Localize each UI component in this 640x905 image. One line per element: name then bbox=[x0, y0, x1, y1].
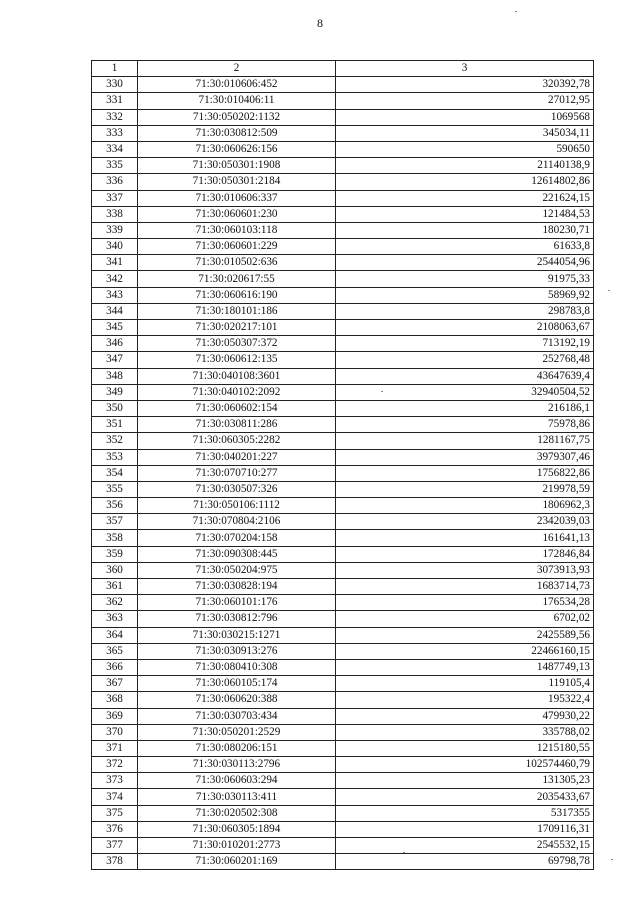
table-row bbox=[92, 433, 594, 449]
cadastral-value-cell: 219978,59 bbox=[336, 481, 594, 497]
table-body bbox=[92, 77, 594, 870]
cadastral-value-cell: 32940504,52 bbox=[336, 384, 594, 400]
table-row bbox=[92, 465, 594, 481]
row-number-cell: 331 bbox=[92, 93, 138, 109]
table-row bbox=[92, 546, 594, 562]
table-row bbox=[92, 854, 594, 870]
cadastral-value-cell: 131305,23 bbox=[336, 773, 594, 789]
cadastral-number-cell: 71:30:060103:118 bbox=[138, 222, 336, 238]
scan-speck bbox=[608, 290, 610, 291]
cadastral-number-cell: 71:30:030215:1271 bbox=[138, 627, 336, 643]
row-number-cell: 353 bbox=[92, 449, 138, 465]
scan-speck bbox=[611, 859, 613, 860]
table-row bbox=[92, 498, 594, 514]
row-number-cell: 367 bbox=[92, 676, 138, 692]
cadastral-value-cell: 320392,78 bbox=[336, 77, 594, 93]
cadastral-value-cell: 69798,78 bbox=[336, 854, 594, 870]
cadastral-number-cell: 71:30:060305:1894 bbox=[138, 821, 336, 837]
scan-speck bbox=[403, 852, 405, 853]
cadastral-value-cell: 172846,84 bbox=[336, 546, 594, 562]
row-number-cell: 369 bbox=[92, 708, 138, 724]
table-row bbox=[92, 174, 594, 190]
table-row bbox=[92, 805, 594, 821]
table-row bbox=[92, 222, 594, 238]
table-row bbox=[92, 692, 594, 708]
cadastral-value-cell: 216186,1 bbox=[336, 400, 594, 416]
table-row bbox=[92, 352, 594, 368]
table-row bbox=[92, 627, 594, 643]
cadastral-value-cell: 91975,33 bbox=[336, 271, 594, 287]
row-number-cell: 347 bbox=[92, 352, 138, 368]
table-row bbox=[92, 93, 594, 109]
scan-speck bbox=[381, 391, 383, 392]
cadastral-number-cell: 71:30:070804:2106 bbox=[138, 514, 336, 530]
cadastral-number-cell: 71:30:030113:411 bbox=[138, 789, 336, 805]
row-number-cell: 341 bbox=[92, 255, 138, 271]
row-number-cell: 378 bbox=[92, 854, 138, 870]
cadastral-value-cell: 43647639,4 bbox=[336, 368, 594, 384]
cadastral-value-cell: 335788,02 bbox=[336, 724, 594, 740]
column-header-number: 1 bbox=[92, 61, 138, 77]
table-row bbox=[92, 271, 594, 287]
cadastral-number-cell: 71:30:050201:2529 bbox=[138, 724, 336, 740]
table-row bbox=[92, 239, 594, 255]
cadastral-value-cell: 2035433,67 bbox=[336, 789, 594, 805]
row-number-cell: 337 bbox=[92, 190, 138, 206]
scan-speck bbox=[515, 11, 517, 12]
table-row bbox=[92, 158, 594, 174]
table-row bbox=[92, 724, 594, 740]
cadastral-number-cell: 71:30:050301:2184 bbox=[138, 174, 336, 190]
cadastral-number-cell: 71:30:060305:2282 bbox=[138, 433, 336, 449]
row-number-cell: 332 bbox=[92, 109, 138, 125]
cadastral-number-cell: 71:30:060601:229 bbox=[138, 239, 336, 255]
cadastral-number-cell: 71:30:050204:975 bbox=[138, 562, 336, 578]
cadastral-number-cell: 71:30:060602:154 bbox=[138, 400, 336, 416]
cadastral-value-cell: 22466160,15 bbox=[336, 643, 594, 659]
cadastral-number-cell: 71:30:040201:227 bbox=[138, 449, 336, 465]
table-row bbox=[92, 773, 594, 789]
row-number-cell: 375 bbox=[92, 805, 138, 821]
table-row bbox=[92, 579, 594, 595]
cadastral-value-cell: 121484,53 bbox=[336, 206, 594, 222]
table-row bbox=[92, 757, 594, 773]
table-row bbox=[92, 611, 594, 627]
cadastral-number-cell: 71:30:010606:337 bbox=[138, 190, 336, 206]
cadastral-number-cell: 71:30:060601:230 bbox=[138, 206, 336, 222]
cadastral-number-cell: 71:30:030113:2796 bbox=[138, 757, 336, 773]
row-number-cell: 376 bbox=[92, 821, 138, 837]
cadastral-value-cell: 2425589,56 bbox=[336, 627, 594, 643]
table-row bbox=[92, 708, 594, 724]
cadastral-value-cell: 713192,19 bbox=[336, 336, 594, 352]
cadastral-value-cell: 161641,13 bbox=[336, 530, 594, 546]
cadastral-value-cell: 180230,71 bbox=[336, 222, 594, 238]
row-number-cell: 338 bbox=[92, 206, 138, 222]
cadastral-value-cell: 1281167,75 bbox=[336, 433, 594, 449]
row-number-cell: 346 bbox=[92, 336, 138, 352]
cadastral-number-cell: 71:30:060616:190 bbox=[138, 287, 336, 303]
row-number-cell: 363 bbox=[92, 611, 138, 627]
table-row bbox=[92, 449, 594, 465]
row-number-cell: 333 bbox=[92, 125, 138, 141]
cadastral-value-cell: 2108063,67 bbox=[336, 320, 594, 336]
page-number: 8 bbox=[317, 16, 323, 30]
cadastral-number-cell: 71:30:060101:176 bbox=[138, 595, 336, 611]
table-row bbox=[92, 838, 594, 854]
row-number-cell: 355 bbox=[92, 481, 138, 497]
row-number-cell: 350 bbox=[92, 400, 138, 416]
row-number-cell: 359 bbox=[92, 546, 138, 562]
cadastral-number-cell: 71:30:090308:445 bbox=[138, 546, 336, 562]
table-row bbox=[92, 514, 594, 530]
row-number-cell: 374 bbox=[92, 789, 138, 805]
cadastral-value-cell: 61633,8 bbox=[336, 239, 594, 255]
row-number-cell: 371 bbox=[92, 740, 138, 756]
cadastral-number-cell: 71:30:030913:276 bbox=[138, 643, 336, 659]
cadastral-value-cell: 1487749,13 bbox=[336, 659, 594, 675]
table-row bbox=[92, 303, 594, 319]
row-number-cell: 357 bbox=[92, 514, 138, 530]
cadastral-number-cell: 71:30:060105:174 bbox=[138, 676, 336, 692]
table-row bbox=[92, 400, 594, 416]
cadastral-value-cell: 5317355 bbox=[336, 805, 594, 821]
row-number-cell: 348 bbox=[92, 368, 138, 384]
row-number-cell: 364 bbox=[92, 627, 138, 643]
cadastral-number-cell: 71:30:010606:452 bbox=[138, 77, 336, 93]
cadastral-number-cell: 71:30:070710:277 bbox=[138, 465, 336, 481]
table-row bbox=[92, 740, 594, 756]
cadastral-value-cell: 1806962,3 bbox=[336, 498, 594, 514]
cadastral-number-cell: 71:30:060626:156 bbox=[138, 141, 336, 157]
cadastral-number-cell: 71:30:020617:55 bbox=[138, 271, 336, 287]
table-row bbox=[92, 595, 594, 611]
cadastral-value-cell: 195322,4 bbox=[336, 692, 594, 708]
cadastral-value-cell: 3979307,46 bbox=[336, 449, 594, 465]
column-header-value: 3 bbox=[336, 61, 594, 77]
row-number-cell: 362 bbox=[92, 595, 138, 611]
cadastral-number-cell: 71:30:030811:286 bbox=[138, 417, 336, 433]
table-row bbox=[92, 255, 594, 271]
row-number-cell: 344 bbox=[92, 303, 138, 319]
cadastral-value-cell: 27012,95 bbox=[336, 93, 594, 109]
row-number-cell: 361 bbox=[92, 579, 138, 595]
table-row bbox=[92, 190, 594, 206]
cadastral-value-cell: 75978,86 bbox=[336, 417, 594, 433]
table-row bbox=[92, 77, 594, 93]
cadastral-number-cell: 71:30:030507:326 bbox=[138, 481, 336, 497]
row-number-cell: 356 bbox=[92, 498, 138, 514]
row-number-cell: 349 bbox=[92, 384, 138, 400]
table-row bbox=[92, 125, 594, 141]
row-number-cell: 345 bbox=[92, 320, 138, 336]
cadastral-number-cell: 71:30:030812:796 bbox=[138, 611, 336, 627]
table-row bbox=[92, 417, 594, 433]
cadastral-value-cell: 21140138,9 bbox=[336, 158, 594, 174]
row-number-cell: 358 bbox=[92, 530, 138, 546]
table-row bbox=[92, 320, 594, 336]
cadastral-value-cell: 119105,4 bbox=[336, 676, 594, 692]
row-number-cell: 334 bbox=[92, 141, 138, 157]
cadastral-value-cell: 298783,8 bbox=[336, 303, 594, 319]
cadastral-value-cell: 2544054,96 bbox=[336, 255, 594, 271]
cadastral-number-cell: 71:30:060603:294 bbox=[138, 773, 336, 789]
cadastral-value-cell: 12614802,86 bbox=[336, 174, 594, 190]
table-row bbox=[92, 384, 594, 400]
cadastral-number-cell: 71:30:180101:186 bbox=[138, 303, 336, 319]
row-number-cell: 343 bbox=[92, 287, 138, 303]
cadastral-value-cell: 176534,28 bbox=[336, 595, 594, 611]
cadastral-value-cell: 221624,15 bbox=[336, 190, 594, 206]
cadastral-number-cell: 71:30:080410:308 bbox=[138, 659, 336, 675]
table-row bbox=[92, 789, 594, 805]
table-row bbox=[92, 287, 594, 303]
cadastral-value-cell: 2342039,03 bbox=[336, 514, 594, 530]
cadastral-number-cell: 71:30:030812:509 bbox=[138, 125, 336, 141]
row-number-cell: 372 bbox=[92, 757, 138, 773]
cadastral-value-cell: 345034,11 bbox=[336, 125, 594, 141]
row-number-cell: 339 bbox=[92, 222, 138, 238]
column-header-cadastral-number: 2 bbox=[138, 61, 336, 77]
cadastral-number-cell: 71:30:020217:101 bbox=[138, 320, 336, 336]
cadastral-number-cell: 71:30:060201:169 bbox=[138, 854, 336, 870]
cadastral-number-cell: 71:30:050202:1132 bbox=[138, 109, 336, 125]
cadastral-value-table bbox=[91, 60, 594, 870]
table-row bbox=[92, 141, 594, 157]
cadastral-number-cell: 71:30:080206:151 bbox=[138, 740, 336, 756]
cadastral-number-cell: 71:30:010406:11 bbox=[138, 93, 336, 109]
table-row bbox=[92, 109, 594, 125]
row-number-cell: 342 bbox=[92, 271, 138, 287]
cadastral-number-cell: 71:30:050301:1908 bbox=[138, 158, 336, 174]
row-number-cell: 336 bbox=[92, 174, 138, 190]
cadastral-value-cell: 1756822,86 bbox=[336, 465, 594, 481]
table-row bbox=[92, 659, 594, 675]
row-number-cell: 368 bbox=[92, 692, 138, 708]
cadastral-value-cell: 1683714,73 bbox=[336, 579, 594, 595]
cadastral-number-cell: 71:30:010201:2773 bbox=[138, 838, 336, 854]
row-number-cell: 366 bbox=[92, 659, 138, 675]
cadastral-number-cell: 71:30:070204:158 bbox=[138, 530, 336, 546]
table-row bbox=[92, 336, 594, 352]
cadastral-number-cell: 71:30:040102:2092 bbox=[138, 384, 336, 400]
row-number-cell: 377 bbox=[92, 838, 138, 854]
table-row bbox=[92, 643, 594, 659]
cadastral-number-cell: 71:30:030828:194 bbox=[138, 579, 336, 595]
row-number-cell: 335 bbox=[92, 158, 138, 174]
cadastral-value-cell: 590650 bbox=[336, 141, 594, 157]
cadastral-number-cell: 71:30:010502:636 bbox=[138, 255, 336, 271]
cadastral-value-cell: 2545532,15 bbox=[336, 838, 594, 854]
table-row bbox=[92, 368, 594, 384]
cadastral-value-cell: 102574460,79 bbox=[336, 757, 594, 773]
cadastral-value-cell: 1069568 bbox=[336, 109, 594, 125]
cadastral-value-cell: 1709116,31 bbox=[336, 821, 594, 837]
table-row bbox=[92, 530, 594, 546]
cadastral-number-cell: 71:30:060612:135 bbox=[138, 352, 336, 368]
cadastral-number-cell: 71:30:020502:308 bbox=[138, 805, 336, 821]
cadastral-value-cell: 58969,92 bbox=[336, 287, 594, 303]
row-number-cell: 351 bbox=[92, 417, 138, 433]
cadastral-number-cell: 71:30:040108:3601 bbox=[138, 368, 336, 384]
row-number-cell: 370 bbox=[92, 724, 138, 740]
cadastral-value-cell: 252768,48 bbox=[336, 352, 594, 368]
cadastral-value-cell: 1215180,55 bbox=[336, 740, 594, 756]
cadastral-number-cell: 71:30:050307:372 bbox=[138, 336, 336, 352]
cadastral-value-cell: 3073913,93 bbox=[336, 562, 594, 578]
row-number-cell: 354 bbox=[92, 465, 138, 481]
table-header-row bbox=[92, 61, 594, 77]
cadastral-number-cell: 71:30:030703:434 bbox=[138, 708, 336, 724]
table-row bbox=[92, 821, 594, 837]
table-row bbox=[92, 676, 594, 692]
row-number-cell: 352 bbox=[92, 433, 138, 449]
table-row bbox=[92, 481, 594, 497]
row-number-cell: 360 bbox=[92, 562, 138, 578]
row-number-cell: 330 bbox=[92, 77, 138, 93]
cadastral-number-cell: 71:30:050106:1112 bbox=[138, 498, 336, 514]
row-number-cell: 373 bbox=[92, 773, 138, 789]
cadastral-value-cell: 6702,02 bbox=[336, 611, 594, 627]
row-number-cell: 340 bbox=[92, 239, 138, 255]
table-row bbox=[92, 206, 594, 222]
cadastral-value-cell: 479930,22 bbox=[336, 708, 594, 724]
cadastral-number-cell: 71:30:060620:388 bbox=[138, 692, 336, 708]
row-number-cell: 365 bbox=[92, 643, 138, 659]
table-row bbox=[92, 562, 594, 578]
